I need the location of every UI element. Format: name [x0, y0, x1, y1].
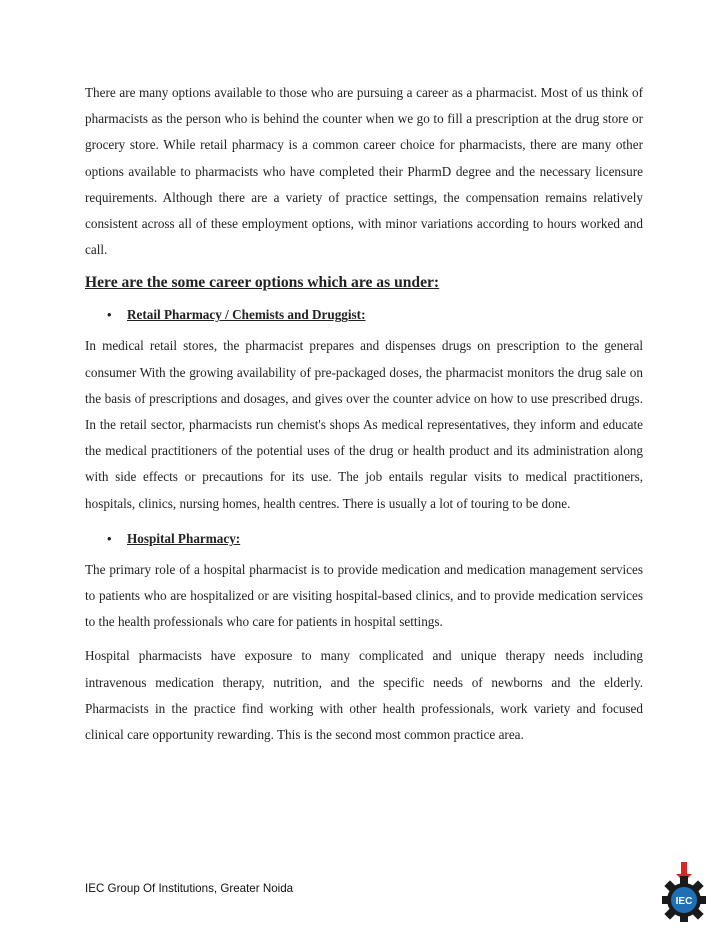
intro-paragraph: There are many options available to those who are pursuing a career as a pharmacist. Most of us think of pharmacists as the person who is behind the counter when we go to fill a prescription at the drug store or grocery store. While retail pharmacy is a common career choice for pharmacists, there are many other options available to pharmacists who have completed their PharmD degree and the necessary licensure requirements. Although there are a variety of practice settings, the compensation remains relatively consistent across all of these employment options, with minor variations according to hours worked and call.	[85, 85, 643, 258]
bullet-hospital-pharmacy	[85, 529, 643, 549]
iec-logo	[660, 858, 708, 922]
bullet-dot: •	[107, 307, 112, 323]
section-heading: Here are the some career options which are as under:	[85, 274, 440, 292]
retail-paragraph: In medical retail stores, the pharmacist prepares and dispenses drugs on prescription to the general consumer With the growing availability of pre-packaged doses, the pharmacist monitors the drug sale on the basis of prescriptions and dosages, and gives over the counter advice on how to use prescribed drugs. In the retail sector, pharmacists run chemist's shops As medical representatives, they inform and educate the medical practitioners of the potential uses of the drug or health product and its administration along with side effects or precautions for its use. The job entails regular visits to medical practitioners, hospitals, clinics, nursing homes, health centres. There is usually a lot of touring to be done.	[85, 338, 643, 511]
bullet-title: Hospital Pharmacy:	[127, 530, 241, 546]
logo-text: IEC	[675, 896, 693, 907]
hospital-paragraph-2: Hospital pharmacists have exposure to many complicated and unique therapy needs including intravenous medication therapy, nutrition, and the specific needs of newborns and the elderly. Pharmacists in the practice find working with other health professionals, work variety and focused clinical care opportunity rewarding. This is the second most common practice area.	[85, 648, 643, 743]
bullet-dot: •	[107, 530, 112, 546]
footer-text: IEC Group Of Institutions, Greater Noida	[85, 882, 294, 895]
bullet-retail-pharmacy	[85, 305, 643, 325]
gear-logo-icon	[662, 862, 706, 922]
document-body	[85, 80, 643, 748]
hospital-paragraph-1: The primary role of a hospital pharmacist is to provide medication and medication management services to patients who are hospitalized or are visiting hospital-based clinics, and to provide medication services to the health professionals who care for patients in hospital settings.	[85, 561, 643, 630]
bullet-title: Retail Pharmacy / Chemists and Druggist:	[127, 307, 366, 323]
